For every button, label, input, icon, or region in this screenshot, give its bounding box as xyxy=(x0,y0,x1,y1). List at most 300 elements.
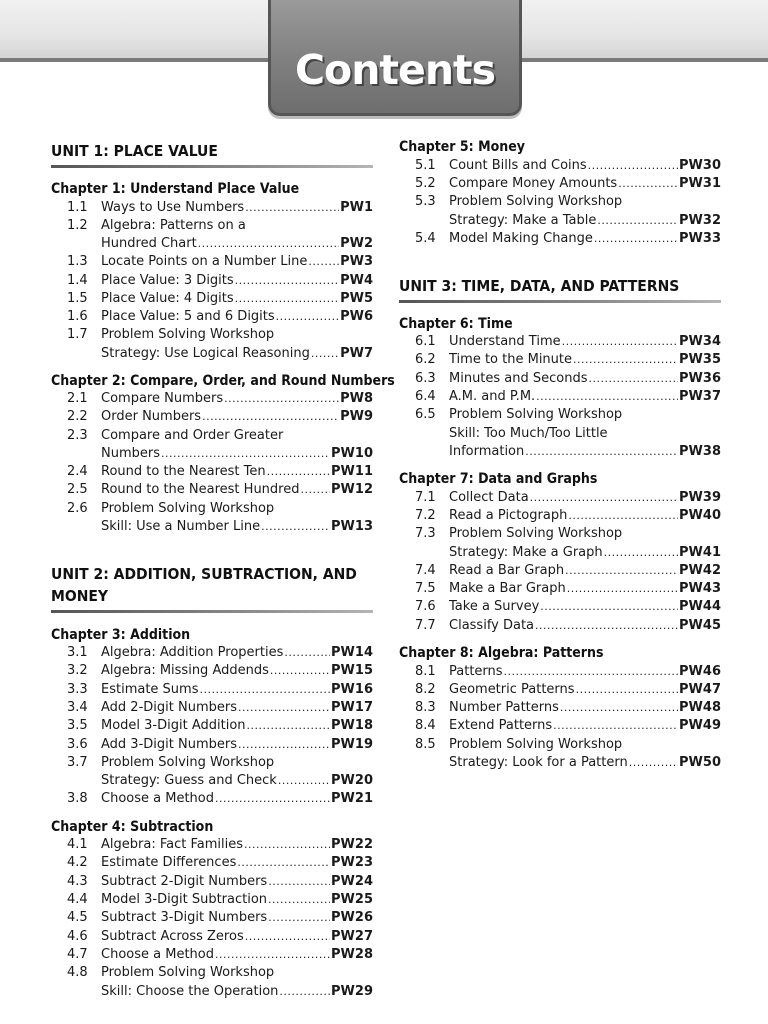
entry-line xyxy=(449,617,721,635)
toc-entry-7-4[interactable] xyxy=(399,562,721,580)
lesson-title: Locate Points on a Number Line xyxy=(101,254,308,269)
lesson-title: Estimate Sums xyxy=(101,682,199,697)
entry-line xyxy=(449,157,721,175)
chapter-heading: Chapter 1: Understand Place Value xyxy=(51,181,300,197)
lesson-title: Compare and Order Greater xyxy=(101,428,284,443)
chapter-heading: Chapter 5: Money xyxy=(399,139,525,155)
lesson-title: Classify Data xyxy=(449,618,535,633)
dot-leader xyxy=(261,518,330,536)
page-reference[interactable]: PW10 xyxy=(331,446,373,461)
entry-line xyxy=(449,489,721,507)
page-reference[interactable]: PW47 xyxy=(679,682,721,697)
dot-leader xyxy=(588,157,678,175)
entry-line xyxy=(449,681,721,699)
entry-line xyxy=(101,290,373,308)
toc-entry-2-3 xyxy=(51,427,373,445)
toc-entry-5-1[interactable] xyxy=(399,157,721,175)
entry-line xyxy=(101,836,373,854)
page-reference[interactable]: PW16 xyxy=(331,682,373,697)
toc-entry-1-5[interactable] xyxy=(51,290,373,308)
lesson-number: 2.4 xyxy=(67,464,88,479)
page-reference[interactable]: PW26 xyxy=(331,910,373,925)
lesson-title: Problem Solving Workshop xyxy=(449,194,623,209)
entry-line xyxy=(449,212,721,230)
page-reference[interactable]: PW4 xyxy=(340,273,373,288)
lesson-title: Numbers xyxy=(101,446,160,461)
toc-entry-2-1[interactable] xyxy=(51,390,373,408)
page-reference[interactable]: PW42 xyxy=(679,563,721,578)
entry-line xyxy=(449,754,721,772)
dot-leader xyxy=(530,489,678,507)
unit-title: UNIT 1: PLACE VALUE xyxy=(51,142,218,160)
toc-entry-8-4[interactable] xyxy=(399,717,721,735)
lesson-title: Model Making Change xyxy=(449,231,593,246)
toc-entry-continued[interactable] xyxy=(51,345,373,363)
entry-line xyxy=(101,644,373,662)
dot-leader xyxy=(311,345,339,363)
lesson-number: 2.5 xyxy=(67,482,88,497)
lesson-title: Minutes and Seconds xyxy=(449,371,588,386)
entry-line xyxy=(449,333,721,351)
chapter-heading: Chapter 6: Time xyxy=(399,316,513,332)
page-reference[interactable]: PW15 xyxy=(331,663,373,678)
page-reference[interactable]: PW6 xyxy=(340,309,373,324)
lesson-title: Take a Survey xyxy=(449,599,540,614)
lesson-title: Round to the Nearest Ten xyxy=(101,464,266,479)
page-reference[interactable]: PW12 xyxy=(331,482,373,497)
toc-entry-4-7[interactable] xyxy=(51,946,373,964)
toc-entry-4-5[interactable] xyxy=(51,909,373,927)
toc-entry-8-2[interactable] xyxy=(399,681,721,699)
lesson-number: 4.7 xyxy=(67,947,88,962)
page-reference[interactable]: PW8 xyxy=(340,391,373,406)
chapter-heading: Chapter 2: Compare, Order, and Round Numbers xyxy=(51,373,395,389)
entry-line xyxy=(101,854,373,872)
unit-title: UNIT 3: TIME, DATA, AND PATTERNS xyxy=(399,277,680,295)
page-title: Contents xyxy=(294,46,496,94)
lesson-title: Understand Time xyxy=(449,334,561,349)
lesson-title: Problem Solving Workshop xyxy=(449,737,623,752)
toc-entry-continued[interactable] xyxy=(399,754,721,772)
entry-line xyxy=(101,272,373,290)
entry-line xyxy=(101,308,373,326)
toc-entry-4-3[interactable] xyxy=(51,873,373,891)
entry-line xyxy=(101,345,373,363)
page-reference[interactable]: PW2 xyxy=(340,236,373,251)
lesson-number: 3.7 xyxy=(67,755,88,770)
toc-entry-continued[interactable] xyxy=(51,983,373,1001)
dot-leader xyxy=(597,212,678,230)
lesson-number: 7.6 xyxy=(415,599,436,614)
dot-leader xyxy=(589,370,679,388)
entry-line xyxy=(449,544,721,562)
toc-entry-1-2 xyxy=(51,217,373,235)
lesson-title: Place Value: 3 Digits xyxy=(101,273,234,288)
lesson-number: 6.4 xyxy=(415,389,436,404)
unit-heading xyxy=(51,563,373,613)
entry-line xyxy=(101,463,373,481)
lesson-number: 3.6 xyxy=(67,737,88,752)
lesson-title: Number Patterns xyxy=(449,700,559,715)
lesson-number: 2.3 xyxy=(67,428,88,443)
lesson-number: 5.3 xyxy=(415,194,436,209)
lesson-number: 4.2 xyxy=(67,855,88,870)
entry-line xyxy=(449,193,721,211)
toc-entry-4-2[interactable] xyxy=(51,854,373,872)
page-reference[interactable]: PW25 xyxy=(331,892,373,907)
dot-leader xyxy=(535,617,678,635)
page-reference[interactable]: PW45 xyxy=(679,618,721,633)
toc-entry-continued xyxy=(399,425,721,443)
lesson-title: Strategy: Use Logical Reasoning xyxy=(101,346,310,361)
toc-entry-3-7 xyxy=(51,754,373,772)
lesson-title: Subtract 3-Digit Numbers xyxy=(101,910,268,925)
lesson-number: 8.1 xyxy=(415,664,436,679)
page-reference[interactable]: PW23 xyxy=(331,855,373,870)
dot-leader xyxy=(238,736,330,754)
lesson-title: Place Value: 4 Digits xyxy=(101,291,234,306)
entry-line xyxy=(449,736,721,754)
unit-heading xyxy=(399,275,721,303)
lesson-number: 2.6 xyxy=(67,501,88,516)
dot-leader xyxy=(278,772,330,790)
lesson-title: Count Bills and Coins xyxy=(449,158,587,173)
toc-entry-8-3[interactable] xyxy=(399,699,721,717)
dot-leader xyxy=(215,790,330,808)
toc-entry-6-4[interactable] xyxy=(399,388,721,406)
page-reference[interactable]: PW49 xyxy=(679,718,721,733)
lesson-number: 7.5 xyxy=(415,581,436,596)
toc-entry-7-5[interactable] xyxy=(399,580,721,598)
dot-leader xyxy=(245,928,330,946)
lesson-title: Model 3-Digit Addition xyxy=(101,718,246,733)
toc-entry-3-4[interactable] xyxy=(51,699,373,717)
entry-line xyxy=(101,427,373,445)
page-reference[interactable]: PW9 xyxy=(340,409,373,424)
entry-line xyxy=(101,217,373,235)
toc-entry-continued[interactable] xyxy=(399,443,721,461)
toc-entry-6-2[interactable] xyxy=(399,351,721,369)
lesson-number: 2.2 xyxy=(67,409,88,424)
entry-line xyxy=(101,964,373,982)
toc-entry-6-1[interactable] xyxy=(399,333,721,351)
page-reference[interactable]: PW24 xyxy=(331,874,373,889)
toc-entry-2-6 xyxy=(51,500,373,518)
toc-entry-continued[interactable] xyxy=(51,518,373,536)
page-reference[interactable]: PW27 xyxy=(331,929,373,944)
lesson-number: 2.1 xyxy=(67,391,88,406)
page-reference[interactable]: PW1 xyxy=(340,200,373,215)
entry-line xyxy=(449,406,721,424)
toc-entry-3-6[interactable] xyxy=(51,736,373,754)
lesson-number: 3.2 xyxy=(67,663,88,678)
page-reference[interactable]: PW7 xyxy=(340,346,373,361)
lesson-number: 3.5 xyxy=(67,718,88,733)
page-reference[interactable]: PW19 xyxy=(331,737,373,752)
toc-entry-3-5[interactable] xyxy=(51,717,373,735)
lesson-title: Problem Solving Workshop xyxy=(101,501,275,516)
chapter-heading: Chapter 7: Data and Graphs xyxy=(399,471,598,487)
page-reference[interactable]: PW40 xyxy=(679,508,721,523)
toc-entry-1-4[interactable] xyxy=(51,272,373,290)
page-reference[interactable]: PW34 xyxy=(679,334,721,349)
entry-line xyxy=(101,662,373,680)
toc-entry-4-4[interactable] xyxy=(51,891,373,909)
lesson-number: 7.4 xyxy=(415,563,436,578)
toc-entry-3-8[interactable] xyxy=(51,790,373,808)
dot-leader xyxy=(247,717,331,735)
lesson-number: 8.3 xyxy=(415,700,436,715)
dot-leader xyxy=(199,681,330,699)
lesson-title: Time to the Minute xyxy=(449,352,572,367)
lesson-number: 8.4 xyxy=(415,718,436,733)
toc-entry-7-6[interactable] xyxy=(399,598,721,616)
toc-entry-4-6[interactable] xyxy=(51,928,373,946)
page-reference[interactable]: PW32 xyxy=(679,213,721,228)
lesson-number: 4.1 xyxy=(67,837,88,852)
toc-entry-3-1[interactable] xyxy=(51,644,373,662)
dot-leader xyxy=(267,463,330,481)
dot-leader xyxy=(562,333,678,351)
page-reference[interactable]: PW18 xyxy=(331,718,373,733)
lesson-title: Collect Data xyxy=(449,490,529,505)
lesson-title: Choose a Method xyxy=(101,791,214,806)
page-reference[interactable]: PW31 xyxy=(679,176,721,191)
title-tab xyxy=(268,0,522,116)
page-reference[interactable]: PW46 xyxy=(679,664,721,679)
page-reference[interactable]: PW13 xyxy=(331,519,373,534)
page-reference[interactable]: PW43 xyxy=(679,581,721,596)
lesson-title: Skill: Choose the Operation xyxy=(101,984,279,999)
toc-entry-2-2[interactable] xyxy=(51,408,373,426)
lesson-title: Choose a Method xyxy=(101,947,214,962)
page-reference[interactable]: PW21 xyxy=(331,791,373,806)
unit-heading xyxy=(51,140,373,168)
lesson-title: Strategy: Guess and Check xyxy=(101,773,277,788)
entry-line xyxy=(101,199,373,217)
page-reference[interactable]: PW41 xyxy=(679,545,721,560)
entry-line xyxy=(449,370,721,388)
page-reference[interactable]: PW37 xyxy=(679,389,721,404)
lesson-number: 4.6 xyxy=(67,929,88,944)
entry-line xyxy=(101,790,373,808)
toc-entry-1-6[interactable] xyxy=(51,308,373,326)
toc-entry-continued[interactable] xyxy=(51,235,373,253)
lesson-number: 1.2 xyxy=(67,218,88,233)
entry-line xyxy=(449,699,721,717)
entry-line xyxy=(101,445,373,463)
toc-entry-7-1[interactable] xyxy=(399,489,721,507)
unit-title: UNIT 2: ADDITION, SUBTRACTION, AND MONEY xyxy=(51,565,357,605)
dot-leader xyxy=(202,408,339,426)
lesson-number: 6.2 xyxy=(415,352,436,367)
toc-entry-7-2[interactable] xyxy=(399,507,721,525)
page-reference[interactable]: PW28 xyxy=(331,947,373,962)
toc-entry-continued[interactable] xyxy=(51,445,373,463)
unit-divider xyxy=(51,165,373,168)
entry-line xyxy=(101,946,373,964)
page-reference[interactable]: PW14 xyxy=(331,645,373,660)
lesson-number: 6.1 xyxy=(415,334,436,349)
entry-line xyxy=(449,443,721,461)
toc-entry-continued[interactable] xyxy=(399,212,721,230)
page-reference[interactable]: PW5 xyxy=(340,291,373,306)
page-reference[interactable]: PW36 xyxy=(679,371,721,386)
toc-entry-2-5[interactable] xyxy=(51,481,373,499)
dot-leader xyxy=(300,481,330,499)
dot-leader xyxy=(276,308,339,326)
page-reference[interactable]: PW29 xyxy=(331,984,373,999)
lesson-number: 4.5 xyxy=(67,910,88,925)
lesson-title: Patterns xyxy=(449,664,503,679)
lesson-title: Algebra: Fact Families xyxy=(101,837,243,852)
page-reference[interactable]: PW20 xyxy=(331,773,373,788)
dot-leader xyxy=(238,699,330,717)
lesson-title: Problem Solving Workshop xyxy=(101,327,275,342)
dot-leader xyxy=(536,388,678,406)
chapter-heading: Chapter 3: Addition xyxy=(51,627,191,643)
lesson-number: 1.6 xyxy=(67,309,88,324)
dot-leader xyxy=(525,443,678,461)
dot-leader xyxy=(504,663,678,681)
toc-entry-1-1[interactable] xyxy=(51,199,373,217)
lesson-title: Round to the Nearest Hundred xyxy=(101,482,300,497)
page-reference[interactable]: PW39 xyxy=(679,490,721,505)
toc-entry-4-1[interactable] xyxy=(51,836,373,854)
dot-leader xyxy=(161,445,330,463)
toc-entry-3-2[interactable] xyxy=(51,662,373,680)
entry-line xyxy=(101,408,373,426)
dot-leader xyxy=(604,544,678,562)
lesson-title: Algebra: Missing Addends xyxy=(101,663,269,678)
unit-divider xyxy=(399,300,721,303)
page-reference[interactable]: PW38 xyxy=(679,444,721,459)
entry-line xyxy=(101,681,373,699)
lesson-number: 8.5 xyxy=(415,737,436,752)
page-reference[interactable]: PW50 xyxy=(679,755,721,770)
entry-line xyxy=(101,754,373,772)
toc-entry-5-3 xyxy=(399,193,721,211)
lesson-title: Information xyxy=(449,444,525,459)
lesson-number: 1.7 xyxy=(67,327,88,342)
toc-entry-2-4[interactable] xyxy=(51,463,373,481)
lesson-number: 7.7 xyxy=(415,618,436,633)
lesson-title: Geometric Patterns xyxy=(449,682,575,697)
lesson-title: Strategy: Look for a Pattern xyxy=(449,755,628,770)
dot-leader xyxy=(594,230,678,248)
lesson-title: Subtract Across Zeros xyxy=(101,929,244,944)
page-reference[interactable]: PW44 xyxy=(679,599,721,614)
lesson-number: 3.4 xyxy=(67,700,88,715)
dot-leader xyxy=(235,272,339,290)
entry-line xyxy=(449,175,721,193)
lesson-title: Model 3-Digit Subtraction xyxy=(101,892,268,907)
entry-line xyxy=(449,562,721,580)
lesson-title: Problem Solving Workshop xyxy=(101,965,275,980)
dot-leader xyxy=(245,199,339,217)
dot-leader xyxy=(268,909,330,927)
dot-leader xyxy=(198,235,339,253)
lesson-number: 8.2 xyxy=(415,682,436,697)
entry-line xyxy=(449,351,721,369)
lesson-title: Problem Solving Workshop xyxy=(449,407,623,422)
page-reference[interactable]: PW33 xyxy=(679,231,721,246)
toc-entry-3-3[interactable] xyxy=(51,681,373,699)
dot-leader xyxy=(308,253,339,271)
entry-line xyxy=(101,983,373,1001)
lesson-title: Make a Bar Graph xyxy=(449,581,566,596)
dot-leader xyxy=(560,699,678,717)
toc-entry-5-2[interactable] xyxy=(399,175,721,193)
page-reference[interactable]: PW35 xyxy=(679,352,721,367)
page-reference[interactable]: PW3 xyxy=(340,254,373,269)
entry-line xyxy=(101,481,373,499)
lesson-title: Strategy: Make a Graph xyxy=(449,545,603,560)
page-reference[interactable]: PW22 xyxy=(331,837,373,852)
lesson-number: 5.1 xyxy=(415,158,436,173)
toc-entry-1-3[interactable] xyxy=(51,253,373,271)
entry-line xyxy=(101,500,373,518)
dot-leader xyxy=(576,681,678,699)
lesson-title: Skill: Use a Number Line xyxy=(101,519,261,534)
lesson-number: 1.5 xyxy=(67,291,88,306)
dot-leader xyxy=(284,644,330,662)
entry-line xyxy=(101,326,373,344)
lesson-number: 7.2 xyxy=(415,508,436,523)
toc-entry-continued[interactable] xyxy=(51,772,373,790)
entry-line xyxy=(101,873,373,891)
dot-leader xyxy=(553,717,678,735)
lesson-number: 6.3 xyxy=(415,371,436,386)
entry-line xyxy=(101,909,373,927)
lesson-title: Add 2-Digit Numbers xyxy=(101,700,237,715)
page-reference[interactable]: PW17 xyxy=(331,700,373,715)
lesson-number: 3.3 xyxy=(67,682,88,697)
toc-entry-8-1[interactable] xyxy=(399,663,721,681)
lesson-title: Compare Numbers xyxy=(101,391,224,406)
toc-entry-5-4[interactable] xyxy=(399,230,721,248)
entry-line xyxy=(101,717,373,735)
chapter-heading: Chapter 4: Subtraction xyxy=(51,819,214,835)
lesson-title: Ways to Use Numbers xyxy=(101,200,245,215)
toc-entry-1-7 xyxy=(51,326,373,344)
lesson-title: Read a Bar Graph xyxy=(449,563,565,578)
lesson-number: 3.8 xyxy=(67,791,88,806)
unit-divider xyxy=(51,610,373,613)
lesson-title: Add 3-Digit Numbers xyxy=(101,737,237,752)
entry-line xyxy=(101,772,373,790)
toc-entry-continued[interactable] xyxy=(399,544,721,562)
lesson-title: Problem Solving Workshop xyxy=(449,526,623,541)
page-reference[interactable]: PW30 xyxy=(679,158,721,173)
lesson-title: Read a Pictograph xyxy=(449,508,568,523)
lesson-number: 1.4 xyxy=(67,273,88,288)
lesson-number: 7.3 xyxy=(415,526,436,541)
page-reference[interactable]: PW48 xyxy=(679,700,721,715)
entry-line xyxy=(449,388,721,406)
lesson-number: 4.3 xyxy=(67,874,88,889)
toc-entry-7-7[interactable] xyxy=(399,617,721,635)
dot-leader xyxy=(629,754,678,772)
dot-leader xyxy=(568,507,678,525)
entry-line xyxy=(101,891,373,909)
entry-line xyxy=(449,598,721,616)
lesson-title: Problem Solving Workshop xyxy=(101,755,275,770)
toc-entry-6-3[interactable] xyxy=(399,370,721,388)
page-reference[interactable]: PW11 xyxy=(331,464,373,479)
entry-line xyxy=(101,235,373,253)
dot-leader xyxy=(224,390,339,408)
